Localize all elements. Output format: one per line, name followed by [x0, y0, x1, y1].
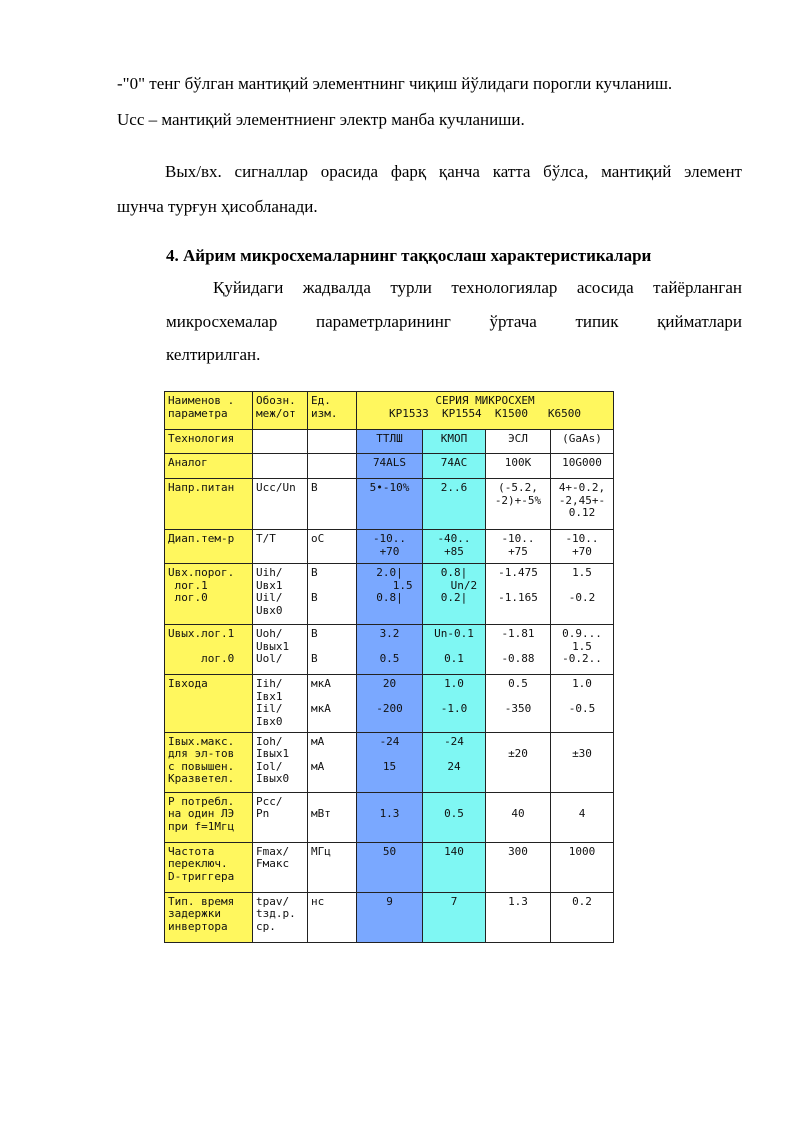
table-cell: -24 24 [423, 732, 486, 792]
table-cell: мА мА [308, 732, 357, 792]
table-header-row [165, 392, 614, 430]
table-cell: 4 [551, 792, 614, 842]
table-cell: ±20 [486, 732, 551, 792]
table-cell [308, 454, 357, 479]
table-row [165, 732, 614, 792]
table-cell: Uвых.лог.1 лог.0 [165, 625, 253, 675]
table-cell: B B [308, 564, 357, 625]
table-cell: 5•-10% [357, 479, 423, 530]
table-cell: 2.0| 1.5 0.8| [357, 564, 423, 625]
table-cell: Uвх.порог. лог.1 лог.0 [165, 564, 253, 625]
table-cell: Ioh/ Iвых1 Iol/ Iвых0 [253, 732, 308, 792]
table-cell: мВт [308, 792, 357, 842]
table-cell: Un-0.1 0.1 [423, 625, 486, 675]
table-cell: 0.5 [423, 792, 486, 842]
header-unit: Ед. изм. [308, 392, 357, 430]
table-cell: -40.. +85 [423, 530, 486, 564]
table-cell: Uoh/ Uвых1 Uol/ [253, 625, 308, 675]
table-cell: 4+-0.2, -2,45+- 0.12 [551, 479, 614, 530]
table-cell: 1.3 [357, 792, 423, 842]
table-cell: T/T [253, 530, 308, 564]
table-cell: ЭСЛ [486, 430, 551, 454]
table-cell: (GaAs) [551, 430, 614, 454]
table-cell: Диап.тем-р [165, 530, 253, 564]
table-cell: 2..6 [423, 479, 486, 530]
table-row [165, 675, 614, 733]
table-cell [253, 430, 308, 454]
table-cell: 9 [357, 892, 423, 942]
table-cell: Технология [165, 430, 253, 454]
table-cell: (-5.2, -2)+-5% [486, 479, 551, 530]
table-row [165, 625, 614, 675]
table-cell: 3.2 0.5 [357, 625, 423, 675]
table-cell: нс [308, 892, 357, 942]
section-heading: 4. Айрим микросхемаларнинг таққослаш характеристикалари [166, 246, 652, 265]
table-cell: 74AC [423, 454, 486, 479]
table-cell: 0.5 -350 [486, 675, 551, 733]
table-row [165, 454, 614, 479]
para3-line-1: Қуйидаги жадвалда турли технологиялар асосида тайёрланган [213, 278, 742, 297]
table-cell: 1.0 -0.5 [551, 675, 614, 733]
table-cell: 100K [486, 454, 551, 479]
table-cell: -24 15 [357, 732, 423, 792]
table-cell: oC [308, 530, 357, 564]
table-cell: мкА мкА [308, 675, 357, 733]
microcircuit-comparison-table [164, 391, 614, 943]
table-cell: КМОП [423, 430, 486, 454]
table-cell: Тип. время задержки инвертора [165, 892, 253, 942]
table-cell: 10G000 [551, 454, 614, 479]
table-cell: 7 [423, 892, 486, 942]
text-line-1: -"0" тенг бўлган мантиқий элементнинг чиқиш йўлидаги порогли кучланиш. [117, 74, 673, 93]
table-row [165, 530, 614, 564]
header-series-title: СЕРИЯ МИКРОСХЕМ [435, 394, 535, 407]
table-cell: Напр.питан [165, 479, 253, 530]
table-cell: Iih/ Iвх1 Iil/ Iвх0 [253, 675, 308, 733]
para2-line-1: Вых/вх. сигналлар орасида фарқ қанча катта бўлса, мантиқий элемент [165, 162, 742, 181]
table-cell: Аналог [165, 454, 253, 479]
table-cell: Iвых.макс. для эл-тов с повышен. Кразветел. [165, 732, 253, 792]
table-row [165, 892, 614, 942]
table-cell: Uih/ Uвх1 Uil/ Uвх0 [253, 564, 308, 625]
table-cell: -10.. +70 [357, 530, 423, 564]
table-cell: 0.8| Un/2 0.2| [423, 564, 486, 625]
table-cell: -1.81 -0.88 [486, 625, 551, 675]
table-cell: 1000 [551, 842, 614, 892]
table-row [165, 564, 614, 625]
table-cell: 50 [357, 842, 423, 892]
table-cell: 300 [486, 842, 551, 892]
table-cell: tpav/ tзд.р. ср. [253, 892, 308, 942]
table-cell: 0.2 [551, 892, 614, 942]
table-cell: Pcc/ Pn [253, 792, 308, 842]
header-series [357, 392, 614, 430]
table-cell: Ucc/Un [253, 479, 308, 530]
table-cell: 74ALS [357, 454, 423, 479]
table-cell [253, 454, 308, 479]
para3-line-2: микросхемалар параметрларининг ўртача типик қийматлари [166, 312, 742, 331]
table-cell: ТТЛШ [357, 430, 423, 454]
table-row [165, 430, 614, 454]
table-cell: 1.3 [486, 892, 551, 942]
table-row [165, 479, 614, 530]
table-cell: P потребл. на один ЛЭ при f=1Мгц [165, 792, 253, 842]
table-cell: -1.475 -1.165 [486, 564, 551, 625]
table-cell: -10.. +70 [551, 530, 614, 564]
table-row [165, 842, 614, 892]
table-cell: 1.0 -1.0 [423, 675, 486, 733]
table-cell [308, 430, 357, 454]
header-series-names: КР1533 КР1554 К1500 К6500 [388, 406, 582, 420]
text-line-2: Ucc – мантиқий элементниенг электр манба кучланиши. [117, 110, 525, 129]
header-param: Наименов . параметра [165, 392, 253, 430]
para3-line-3: келтирилган. [166, 345, 261, 364]
table-cell: Частота переключ. D-триггера [165, 842, 253, 892]
table-cell: 0.9... 1.5 -0.2.. [551, 625, 614, 675]
table-cell: 140 [423, 842, 486, 892]
table-cell: ±30 [551, 732, 614, 792]
table-cell: -10.. +75 [486, 530, 551, 564]
header-symbol: Обозн. меж/от [253, 392, 308, 430]
table-cell: B B [308, 625, 357, 675]
table-cell: B [308, 479, 357, 530]
table-cell: Fmax/ Fмакс [253, 842, 308, 892]
table-row [165, 792, 614, 842]
table-cell: Iвхода [165, 675, 253, 733]
table-cell: 20 -200 [357, 675, 423, 733]
para2-line-2: шунча турғун ҳисобланади. [117, 197, 318, 216]
table-cell: 1.5 -0.2 [551, 564, 614, 625]
table-cell: 40 [486, 792, 551, 842]
table-cell: МГц [308, 842, 357, 892]
